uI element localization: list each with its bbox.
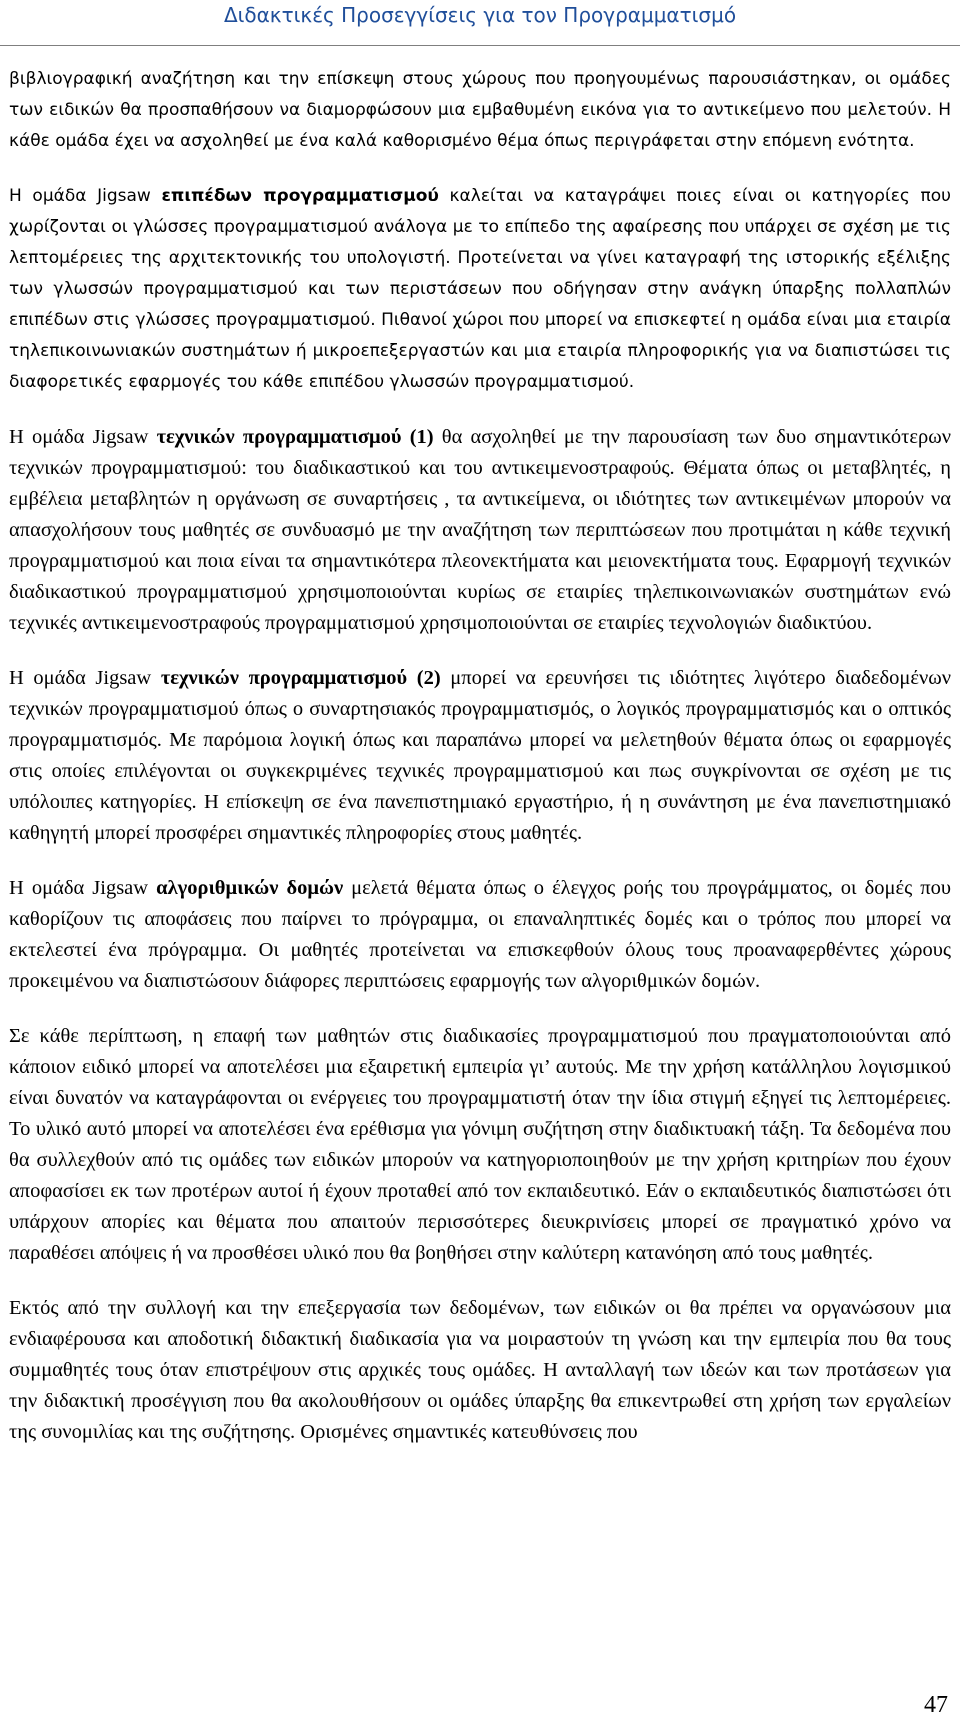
- bold-term: επιπέδων προγραμματισμού: [161, 186, 439, 206]
- header-divider: [0, 45, 960, 46]
- paragraph-intro: [9, 64, 951, 157]
- paragraph-text: Εκτός από την συλλογή και την επεξεργασία των δεδομένων, των ειδικών οι θα πρέπει να οργανώσουν μια ενδιαφέρουσα και αποδοτική διδακτική διαδικασία για να μοιραστούν τη γνώση και την εμπειρία που θα τους συμμαθητές τους όταν επιστρέψουν στις αρχικές τους ομάδες. Η ανταλλαγή των ιδεών και των προτάσεων για την διδακτική προσέγγιση που θα ακολουθήσουν οι ομάδες ύπαρξης θα επικεντρωθεί στη χρήση των εργαλείων της συνομιλίας και της συζήτησης. Ορισμένες σημαντικές κατευθύνσεις που: [9, 1297, 951, 1443]
- bold-term: τεχνικών προγραμματισμού (1): [156, 426, 434, 448]
- paragraph-techniques-1: [9, 422, 951, 639]
- paragraph-text: μπορεί να ερευνήσει τις ιδιότητες λιγότερο διαδεδομένων τεχνικών προγραμματισμού όπως ο συναρτησιακός προγραμματισμός, ο λογικός προγραμματισμός και ο οπτικός προγραμματισμός. Με παρόμοια λογική όπως και παραπάνω μπορεί να μελετηθούν θέματα όπως οι εφαρμογές στις οποίες επιλέγονται οι συγκεκριμένες τεχνικές προγραμματισμού και πως συγκρίνονται σε σχέση με τις υπόλοιπες κατηγορίες. Η επίσκεψη σε ένα πανεπιστημιακό εργαστήριο, ή η συνάντηση με ένα πανεπιστημιακό καθηγητή μπορεί προσφέρει σημαντικές πληροφορίες στους μαθητές.: [9, 667, 951, 844]
- paragraph-expert-contact: [9, 1021, 951, 1269]
- running-header: Διδακτικές Προσεγγίσεις για τον Προγραμματισμό: [223, 3, 737, 27]
- paragraph-text: Η ομάδα Jigsaw: [9, 426, 157, 448]
- paragraph-text: Σε κάθε περίπτωση, η επαφή των μαθητών στις διαδικασίες προγραμματισμού που πραγματοποιούνται από κάποιον ειδικό μπορεί να αποτελέσει μια εξαιρετική εμπειρία γι’ αυτούς. Με την χρήση κατάλληλου λογισμικού είναι δυνατόν να καταγράφονται οι ενέργειες του προγραμματιστή όταν την ίδια στιγμή εξηγεί τις λεπτομέρειες. Το υλικό αυτό μπορεί να αποτελέσει ένα ερέθισμα για γόνιμη συζήτηση στην διαδικτυακή τάξη. Τα δεδομένα που θα συλλεχθούν από τις ομάδες των ειδικών μπορούν να κατηγοριοποιηθούν με την χρήση κριτηρίων που έχουν αποφασίσει εκ των προτέρων αυτοί ή έχουν προταθεί από τον εκπαιδευτικό. Εάν ο εκπαιδευτικός διαπιστώσει ότι υπάρχουν απορίες και θέματα που απαιτούν περισσότερες διευκρινίσεις μπορεί σε πραγματικό χρόνο να παραθέσει απόψεις ή να προσθέσει υλικό που θα βοηθήσει στην καλύτερη κατανόηση από τους μαθητές.: [9, 1025, 951, 1264]
- paragraph-text: μελετά θέματα όπως ο έλεγχος ροής του προγράμματος, οι δομές που καθορίζουν τις αποφάσεις που παίρνει το πρόγραμμα, οι επαναληπτικές δομές και ο τρόπος που μπορεί να εκτελεστεί ένα πρόγραμμα. Οι μαθητές προτείνεται να επισκεφθούν όλους τους προαναφερθέντες χώρους προκειμένου να διαπιστώσουν διάφορες περιπτώσεις εφαρμογής των αλγοριθμικών δομών.: [9, 877, 951, 992]
- bold-term: τεχνικών προγραμματισμού (2): [160, 667, 441, 689]
- paragraph-techniques-2: [9, 663, 951, 849]
- paragraph-algorithmic: [9, 873, 951, 997]
- paragraph-text: καλείται να καταγράψει ποιες είναι οι κατηγορίες που χωρίζονται οι γλώσσες προγραμματισμού ανάλογα με το επίπεδο της αφαίρεσης που υπάρχει σε σχέση με τις λεπτομέρειες της αρχιτεκτονικής του υπολογιστή. Προτείνεται να γίνει καταγραφή της ιστορικής εξέλιξης των γλωσσών προγραμματισμού και των περιστάσεων που οδήγησαν στην ανάγκη ύπαρξης πολλαπλών επιπέδων στις γλώσσες προγραμματισμού. Πιθανοί χώροι που μπορεί να επισκεφτεί η ομάδα είναι μια εταιρία τηλεπικοινωνιακών συστημάτων ή μικροεπεξεργαστών και μια εταιρία πληροφορικής για να διαπιστώσει τις διαφορετικές εφαρμογές του κάθε επιπέδου γλωσσών προγραμματισμού.: [9, 186, 952, 392]
- paragraph-text: θα ασχοληθεί με την παρουσίαση των δυο σημαντικότερων τεχνικών προγραμματισμού: του διαδικαστικού και του αντικειμενοστραφούς. Θέματα όπως οι μεταβλητές, η εμβέλεια μεταβλητών η οργάνωση σε συναρτήσεις , τα αντικείμενα, οι ιδιότητες των αντικειμένων μπορούν να απασχολήσουν τους μαθητές σε συνδυασμό με την αναζήτηση των περιπτώσεων που προτιμάται η κάθε τεχνική προγραμματισμού και ποια είναι τα σημαντικότερα πλεονεκτήματα και μειονεκτήματα τους. Εφαρμογή τεχνικών διαδικαστικού προγραμματισμού χρησιμοποιούνται κυρίως σε εταιρίες τηλεπικοινωνιακών συστημάτων ενώ τεχνικές αντικειμενοστραφούς προγραμματισμού χρησιμοποιούνται σε εταιρίες τεχνολογιών διαδικτύου.: [9, 426, 951, 634]
- bold-term: αλγοριθμικών δομών: [156, 877, 344, 899]
- paragraph-levels-group: [9, 181, 951, 398]
- page-body: [9, 64, 951, 1472]
- page-number: 47: [924, 1692, 948, 1718]
- paragraph-text: Η ομάδα Jigsaw: [9, 877, 157, 899]
- paragraph-sharing: [9, 1293, 951, 1448]
- paragraph-text: Η ομάδα Jigsaw: [9, 667, 161, 689]
- paragraph-text: Η ομάδα Jigsaw: [9, 186, 162, 206]
- paragraph-text: βιβλιογραφική αναζήτηση και την επίσκεψη στους χώρους που προηγουμένως παρουσιάστηκαν, οι ομάδες των ειδικών θα προσπαθήσουν να διαμορφώσουν μια εμβαθυμένη εικόνα για το αντικείμενο που μελετούν. Η κάθε ομάδα έχει να ασχοληθεί με ένα καλά καθορισμένο θέμα όπως περιγράφεται στην επόμενη ενότητα.: [9, 69, 951, 151]
